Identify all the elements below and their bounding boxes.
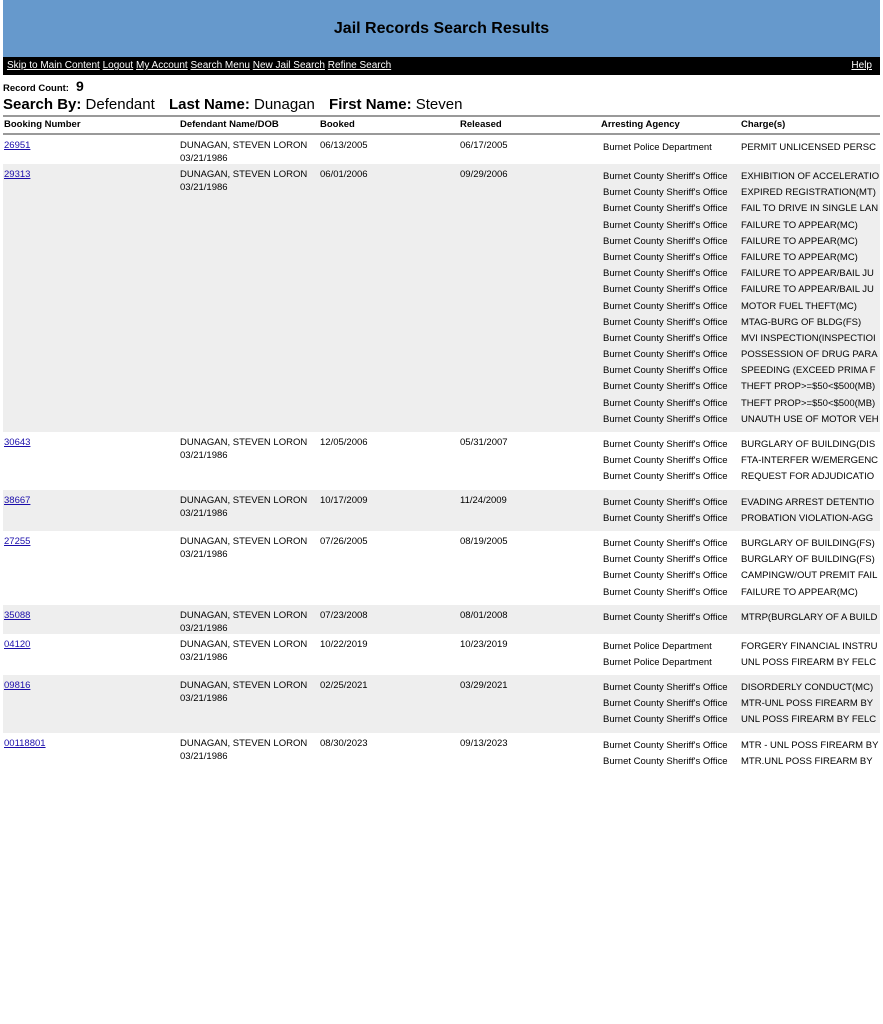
- page-title: Jail Records Search Results: [333, 19, 550, 37]
- charge: FAILURE TO APPEAR/BAIL JU: [741, 284, 874, 296]
- charge-line: [603, 437, 880, 453]
- arresting-agency: Burnet County Sheriff's Office: [603, 496, 728, 508]
- charge: BURGLARY OF BUILDING(FS): [741, 554, 875, 566]
- charge: EVADING ARREST DETENTIO: [741, 496, 875, 508]
- booking-number-link[interactable]: 30643: [4, 437, 31, 448]
- charge-line: [603, 201, 880, 217]
- arresting-agency: Burnet County Sheriff's Office: [603, 554, 728, 566]
- defendant-cell: DUNAGAN, STEVEN LORON 03/21/1986: [180, 638, 308, 663]
- charge-line: [603, 363, 880, 379]
- charge: EXHIBITION OF ACCELERATIO: [741, 171, 880, 182]
- arresting-agency: Burnet County Sheriff's Office: [603, 171, 728, 182]
- charge: REQUEST FOR ADJUDICATIO: [741, 471, 875, 483]
- booked-date: 12/05/2006: [320, 437, 368, 448]
- charge-line: [603, 234, 880, 250]
- charge-line: [603, 299, 880, 315]
- page-header: [3, 0, 880, 57]
- charge: CAMPINGW/OUT PREMIT FAIL: [741, 570, 878, 582]
- booked-date: 08/30/2023: [320, 737, 368, 749]
- arresting-agency: Burnet County Sheriff's Office: [603, 235, 728, 247]
- released-date: 05/31/2007: [460, 437, 508, 448]
- nav-link-refine-search[interactable]: Refine Search: [327, 60, 392, 71]
- charge: MTR-UNL POSS FIREARM BY: [741, 698, 874, 710]
- charge-line: [603, 536, 880, 552]
- charge-line: [603, 185, 880, 201]
- charge-line: [603, 453, 880, 469]
- booking-number-link[interactable]: 38667: [4, 494, 31, 506]
- nav-link-search-menu[interactable]: Search Menu: [190, 60, 250, 71]
- booking-number-link[interactable]: 29313: [4, 169, 31, 180]
- charge: THEFT PROP>=$50<$500(MB): [741, 397, 876, 409]
- charge: THEFT PROP>=$50<$500(MB): [741, 381, 876, 393]
- charge-line: [603, 495, 880, 511]
- arresting-agency: Burnet County Sheriff's Office: [603, 316, 728, 328]
- charge: DISORDERLY CONDUCT(MC): [741, 682, 874, 694]
- arresting-agency: Burnet County Sheriff's Office: [603, 537, 728, 549]
- booked-date: 07/23/2008: [320, 609, 368, 621]
- released-date: 06/17/2005: [460, 140, 508, 151]
- arresting-agency: Burnet County Sheriff's Office: [603, 739, 728, 751]
- booked-date: 06/01/2006: [320, 169, 368, 180]
- charge-line: [603, 568, 880, 584]
- arresting-agency: Burnet County Sheriff's Office: [603, 714, 728, 726]
- released-date: 10/23/2019: [460, 638, 508, 650]
- defendant-cell: DUNAGAN, STEVEN LORON 03/21/1986: [180, 169, 308, 193]
- arresting-agency: Burnet County Sheriff's Office: [603, 203, 728, 215]
- charge: PROBATION VIOLATION-AGG: [741, 512, 874, 524]
- table-row: [3, 432, 880, 490]
- charge: MTR - UNL POSS FIREARM BY: [741, 739, 879, 751]
- arresting-agency: Burnet County Sheriff's Office: [603, 570, 728, 582]
- charge: SPEEDING (EXCEED PRIMA F: [741, 365, 876, 377]
- nav-bar: [3, 57, 880, 75]
- released-date: 08/01/2008: [460, 609, 508, 621]
- defendant-cell: DUNAGAN, STEVEN LORON 03/21/1986: [180, 437, 308, 461]
- released-date: 11/24/2009: [460, 494, 507, 506]
- arresting-agency: Burnet County Sheriff's Office: [603, 365, 728, 377]
- charge: BURGLARY OF BUILDING(DIS: [741, 439, 876, 450]
- charge: EXPIRED REGISTRATION(MT): [741, 187, 876, 199]
- charge-line: [603, 655, 880, 671]
- charge: MTR.UNL POSS FIREARM BY: [741, 755, 873, 767]
- charge: POSSESSION OF DRUG PARA: [741, 349, 878, 361]
- charge: UNL POSS FIREARM BY FELC: [741, 714, 877, 726]
- released-date: 03/29/2021: [460, 680, 508, 692]
- results-table: [3, 115, 880, 774]
- arresting-agency: Burnet County Sheriff's Office: [603, 413, 728, 425]
- table-row: [3, 490, 880, 531]
- charge-line: [603, 754, 880, 770]
- arresting-agency: Burnet County Sheriff's Office: [603, 349, 728, 361]
- table-row: [3, 135, 880, 164]
- charge-line: [603, 639, 880, 655]
- arresting-agency: Burnet Police Department: [603, 640, 712, 652]
- charge: FAILURE TO APPEAR(MC): [741, 235, 858, 247]
- charge: FAILURE TO APPEAR/BAIL JU: [741, 268, 874, 280]
- charge-line: [603, 552, 880, 568]
- record-count: Record Count: 9: [3, 78, 84, 94]
- charge-line: [603, 712, 880, 728]
- released-date: 09/13/2023: [460, 737, 508, 749]
- search-criteria: Search By: Defendant Last Name: Dunagan First Name: Steven: [3, 96, 463, 113]
- nav-link-new-jail-search[interactable]: New Jail Search: [252, 60, 325, 71]
- charge-line: [603, 396, 880, 412]
- arresting-agency: Burnet Police Department: [603, 142, 712, 153]
- booking-number-link[interactable]: 35088: [4, 609, 31, 621]
- charge: UNAUTH USE OF MOTOR VEH: [741, 413, 879, 425]
- arresting-agency: Burnet County Sheriff's Office: [603, 381, 728, 393]
- table-row: [3, 164, 880, 432]
- nav-link-skip-to-main-content[interactable]: Skip to Main Content: [7, 60, 100, 71]
- arresting-agency: Burnet County Sheriff's Office: [603, 187, 728, 199]
- charge-line: [603, 347, 880, 363]
- defendant-cell: DUNAGAN, STEVEN LORON 03/21/1986: [180, 140, 308, 164]
- arresting-agency: Burnet County Sheriff's Office: [603, 512, 728, 524]
- released-date: 09/29/2006: [460, 169, 508, 180]
- booked-date: 07/26/2005: [320, 535, 368, 547]
- table-row: [3, 605, 880, 634]
- arresting-agency: Burnet County Sheriff's Office: [603, 251, 728, 263]
- booking-number-link[interactable]: 09816: [4, 680, 31, 692]
- booking-number-link[interactable]: 00118801: [4, 737, 46, 749]
- booked-date: 06/13/2005: [320, 140, 368, 151]
- defendant-cell: DUNAGAN, STEVEN LORON 03/21/1986: [180, 609, 308, 634]
- charge-line: [603, 140, 880, 156]
- charge-line: [603, 738, 880, 754]
- booked-date: 10/17/2009: [320, 494, 368, 506]
- charge-line: [603, 218, 880, 234]
- arresting-agency: Burnet County Sheriff's Office: [603, 455, 728, 467]
- charge-line: [603, 511, 880, 527]
- help-link[interactable]: Help: [851, 60, 872, 71]
- charge-line: [603, 169, 880, 185]
- table-header: Booking Number Defendant Name/DOB Booked Released Arresting Agency Charge(s): [3, 115, 880, 135]
- charge-line: [603, 610, 880, 626]
- charge-line: [603, 315, 880, 331]
- charge: MOTOR FUEL THEFT(MC): [741, 300, 857, 312]
- nav-link-logout[interactable]: Logout: [102, 60, 134, 71]
- arresting-agency: Burnet County Sheriff's Office: [603, 284, 728, 296]
- charge: FAILURE TO APPEAR(MC): [741, 586, 858, 598]
- arresting-agency: Burnet County Sheriff's Office: [603, 332, 728, 344]
- booked-date: 10/22/2019: [320, 638, 368, 650]
- charge: FAILURE TO APPEAR(MC): [741, 219, 858, 231]
- arresting-agency: Burnet County Sheriff's Office: [603, 755, 728, 767]
- charge: PERMIT UNLICENSED PERSC: [741, 142, 876, 153]
- defendant-cell: DUNAGAN, STEVEN LORON 03/21/1986: [180, 494, 308, 519]
- charge: FAILURE TO APPEAR(MC): [741, 251, 858, 263]
- charge: BURGLARY OF BUILDING(FS): [741, 537, 875, 549]
- charge-line: [603, 412, 880, 428]
- charge-line: [603, 266, 880, 282]
- charge-line: [603, 469, 880, 485]
- charge-line: [603, 585, 880, 601]
- table-row: [3, 634, 880, 675]
- arresting-agency: Burnet County Sheriff's Office: [603, 471, 728, 483]
- defendant-cell: DUNAGAN, STEVEN LORON 03/21/1986: [180, 535, 308, 560]
- charge: FAIL TO DRIVE IN SINGLE LAN: [741, 203, 879, 215]
- charge-line: [603, 331, 880, 347]
- booking-number-link[interactable]: 26951: [4, 140, 31, 151]
- booked-date: 02/25/2021: [320, 680, 368, 692]
- charge: UNL POSS FIREARM BY FELC: [741, 656, 877, 668]
- table-row: [3, 531, 880, 605]
- arresting-agency: Burnet County Sheriff's Office: [603, 219, 728, 231]
- charge-line: [603, 680, 880, 696]
- arresting-agency: Burnet County Sheriff's Office: [603, 397, 728, 409]
- charge-line: [603, 379, 880, 395]
- charge-line: [603, 250, 880, 266]
- charge: MTRP(BURGLARY OF A BUILD: [741, 611, 878, 623]
- defendant-cell: DUNAGAN, STEVEN LORON 03/21/1986: [180, 680, 308, 705]
- booking-number-link[interactable]: 04120: [4, 638, 31, 650]
- booking-number-link[interactable]: 27255: [4, 535, 31, 547]
- arresting-agency: Burnet County Sheriff's Office: [603, 586, 728, 598]
- charge-line: [603, 696, 880, 712]
- arresting-agency: Burnet County Sheriff's Office: [603, 268, 728, 280]
- arresting-agency: Burnet County Sheriff's Office: [603, 682, 728, 694]
- arresting-agency: Burnet County Sheriff's Office: [603, 439, 728, 450]
- defendant-cell: DUNAGAN, STEVEN LORON 03/21/1986: [180, 737, 308, 762]
- arresting-agency: Burnet Police Department: [603, 656, 712, 668]
- charge: FORGERY FINANCIAL INSTRU: [741, 640, 878, 652]
- charge-line: [603, 282, 880, 298]
- charge: FTA-INTERFER W/EMERGENC: [741, 455, 879, 467]
- arresting-agency: Burnet County Sheriff's Office: [603, 611, 728, 623]
- table-row: [3, 733, 880, 774]
- charge: MTAG-BURG OF BLDG(FS): [741, 316, 862, 328]
- table-row: [3, 675, 880, 733]
- arresting-agency: Burnet County Sheriff's Office: [603, 698, 728, 710]
- arresting-agency: Burnet County Sheriff's Office: [603, 300, 728, 312]
- nav-link-my-account[interactable]: My Account: [135, 60, 188, 71]
- charge: MVI INSPECTION(INSPECTIOI: [741, 332, 876, 344]
- released-date: 08/19/2005: [460, 535, 508, 547]
